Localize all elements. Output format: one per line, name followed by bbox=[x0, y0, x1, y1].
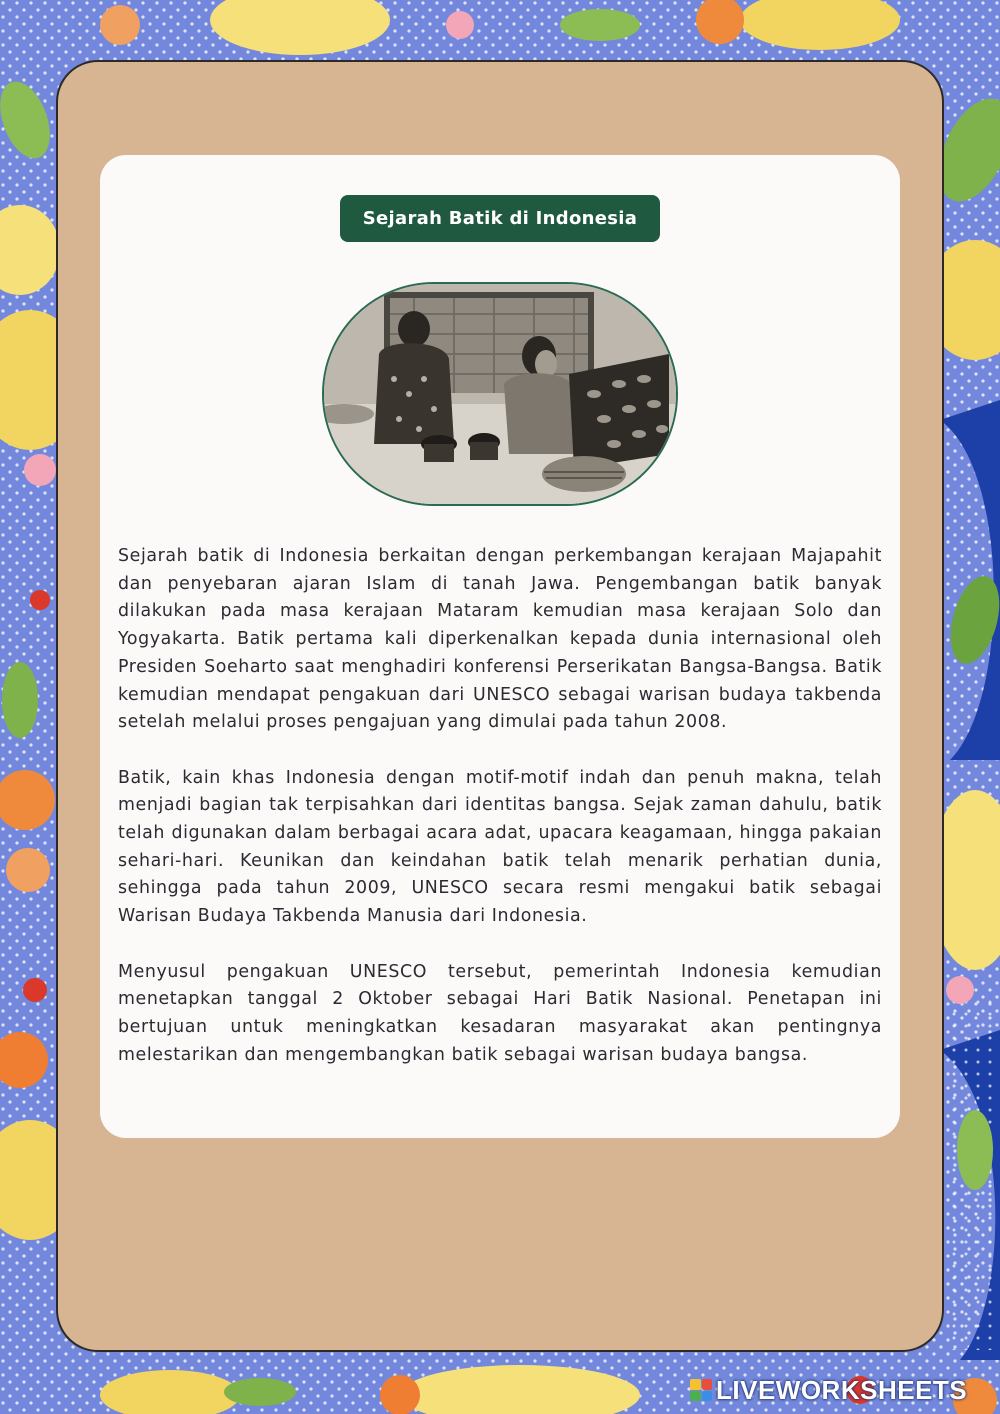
article-body bbox=[118, 543, 882, 1097]
watermark-text: LIVEWORKSHEETS bbox=[716, 1374, 968, 1405]
liveworksheets-watermark[interactable] bbox=[690, 1374, 967, 1406]
historical-photo bbox=[322, 282, 678, 506]
paragraph-1: Sejarah batik di Indonesia berkaitan dengan perkembangan kerajaan Majapahit dan penyebaran ajaran Islam di tanah Jawa. Pengembangan batik banyak dilakukan pada masa kerajaan Mataram kemudian masa kerajaan Solo dan Yogyakarta. Batik pertama kali diperkenalkan kepada dunia internasional oleh Presiden Soeharto saat menghadiri konferensi Perserikatan Bangsa-Bangsa. Batik kemudian mendapat pengakuan dari UNESCO sebagai warisan budaya takbenda setelah melalui proses pengajuan yang dimulai pada tahun 2008. bbox=[118, 546, 882, 733]
page-title: Sejarah Batik di Indonesia bbox=[340, 195, 660, 242]
paragraph-3: Menyusul pengakuan UNESCO tersebut, pemerintah Indonesia kemudian menetapkan tanggal 2 Oktober sebagai Hari Batik Nasional. Penetapan ini bertujuan untuk meningkatkan kesadaran masyarakat akan pentingnya melestarikan dan mengembangkan batik sebagai warisan budaya bangsa. bbox=[118, 961, 882, 1065]
paragraph-2: Batik, kain khas Indonesia dengan motif-motif indah dan penuh makna, telah menjadi bagian tak terpisahkan dari identitas bangsa. Sejak zaman dahulu, batik telah digunakan dalam berbagai acara adat, upacara keagamaan, hingga pakaian sehari-hari. Keunikan dan keindahan batik telah menarik perhatian dunia, sehingga pada tahun 2009, UNESCO secara resmi mengakui batik sebagai Warisan Budaya Takbenda Manusia dari Indonesia. bbox=[118, 767, 882, 927]
liveworksheets-logo-icon bbox=[690, 1379, 712, 1401]
batik-artisans-photo-icon bbox=[324, 284, 676, 504]
